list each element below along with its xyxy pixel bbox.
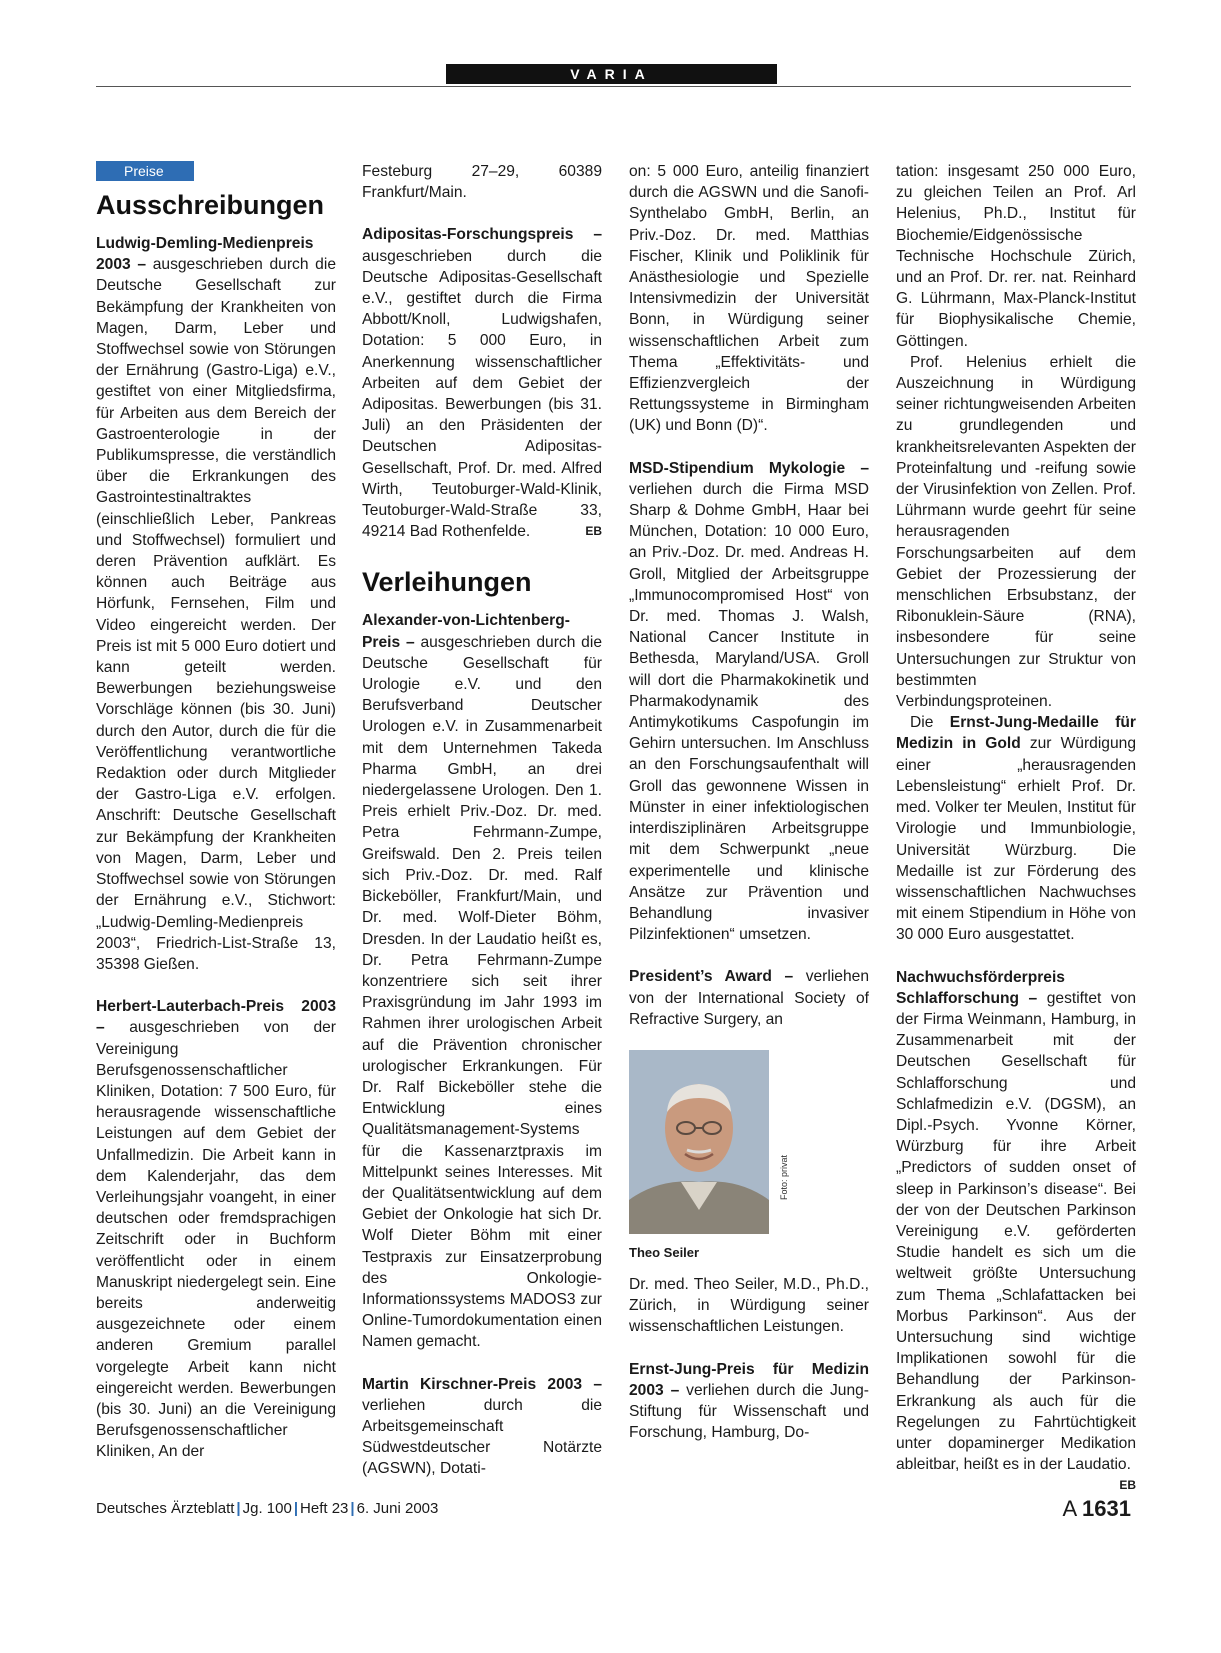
article-body: ausgeschrieben durch die Deutsche Gesellschaft zur Bekämpfung der Krankheiten von Magen, Darm, Leber und Stoffwechsel sowie von Störungen der Ernährung (Gastro-Liga) e.V., gestiftet von einer Mitgliedsfirma, für Arbeiten aus dem Bereich der Gastroenterologie in der Publikumspresse, die verständlich über die Erkrankungen des Gastrointestinaltraktes (einschließlich Leber, Pankreas und Stoffwechsel) formuliert und deren Prävention aufklärt. Es können auch Beiträge aus Hörfunk, Fernsehen, Film und Video eingereicht werden. Der Preis ist mit 5 000 Euro dotiert und kann geteilt werden. Bewerbungen beziehungsweise Vorschläge können (bis 30. Juni) durch den Autor, durch die für die Veröffentlichung verantwortliche Redaktion oder durch Mitglieder der Gastro-Liga e.V. erfolgen. Anschrift: Deutsche Gesellschaft zur Bekämpfung der Krankheiten von Magen, Darm, Leber und Stoffwechsel sowie von Störungen der Ernährung e.V., Stichwort: „Ludwig-Demling-Medienpreis 2003“, Friedrich-List-Straße 13, 35398 Gießen. [96, 256, 336, 973]
article-title: MSD-Stipendium Mykologie – [629, 459, 869, 477]
header-rule [96, 64, 1131, 87]
article-body: verliehen durch die Firma MSD Sharp & Dohme GmbH, Haar bei München, Dotation: 10 000 Euro, an Priv.-Doz. Dr. med. Andreas H. Groll, Mitglied der Arbeitsgruppe „Immunocompromised Host“ von Dr. med. Thomas J. Walsh, National Cancer Institute in Bethesda, Maryland/USA. Groll will dort die Pharmakokinetik und Pharmakodynamik des Antimykotikums Caspofungin im Gehirn untersuchen. Im Anschluss an den Forschungsaufenthalt will Groll das gewonnene Wissen in Münster in einer infektiologischen interdisziplinären Arbeitsgruppe mit dem Schwerpunkt „neue experimentelle und klinische Ansätze zur Prävention und Behandlung invasiver Pilzinfektionen“ umsetzen. [629, 480, 869, 944]
article-ernst-jung-preis [629, 1359, 869, 1444]
portrait-figure [629, 1050, 869, 1268]
article-lauterbach [96, 996, 336, 1462]
portrait-illustration [629, 1050, 769, 1234]
separator: | [236, 1500, 241, 1517]
article-body: verliehen durch die Jung-Stiftung für Wissenschaft und Forschung, Hamburg, Do- [629, 1381, 870, 1442]
column-2 [362, 161, 602, 1480]
article-body: gestiftet von der Firma Weinmann, Hamburg, in Zusammenarbeit mit der Deutschen Gesellschaft für Schlafforschung und Schlafmedizin e.V. (DGSM), an Dipl.-Psych. Yvonne Körner, Würzburg für ihre Arbeit „Predictors of sudden onset of sleep in Parkinson’s disease“. Bei der von der Deutschen Parkinson Vereinigung e.V. geförderten Studie handelt es sich um die weltweit größte Untersuchung zum Thema „Schlafattacken bei Morbus Parkinson“. Aus der Untersuchung sind wichtige Implikationen sowohl für die Behandlung der Parkinson-Erkrankung als auch für die Regelungen zu Fahrtüchtigkeit unter dopaminerger Medikation ableitbar, heißt es in der Laudatio. [896, 989, 1136, 1474]
journal-issue: Heft 23 [300, 1500, 349, 1517]
article-title: President’s Award – [629, 968, 794, 986]
column-1 [96, 161, 336, 1463]
column-3 [629, 161, 869, 1443]
article-schlafforschung [896, 967, 1136, 1493]
author-signature: EB [1119, 1478, 1136, 1493]
separator: | [293, 1500, 299, 1517]
article-continuation: tation: insgesamt 250 000 Euro, zu gleichen Teilen an Prof. Arl Helenius, Ph.D., Institut für Biochemie/Eidgenössische Technische Hochschule Zürich, und an Prof. Dr. rer. nat. Reinhard G. Lührmann, Max-Planck-Institut für Biophysikalische Chemie, Göttingen. [896, 163, 1136, 350]
article-title: Ernst-Jung-Medaille für Medizin in Gold [896, 714, 1136, 753]
article-lichtenberg [362, 610, 602, 1352]
section-label: VARIA [446, 64, 777, 84]
photo-caption: Theo Seiler [629, 1244, 700, 1260]
article-title: Alexander-von-Lichtenberg-Preis – [362, 612, 570, 651]
journal-name: Deutsches Ärzteblatt [96, 1500, 235, 1517]
article-lead: Die [910, 714, 950, 732]
article-title: Martin Kirschner-Preis 2003 – [362, 1375, 602, 1393]
page-number [1062, 1496, 1131, 1522]
article-demling [96, 233, 336, 975]
article-title: Ludwig-Demling-Medienpreis 2003 – [96, 235, 314, 274]
article-body: zur Würdigung einer „herausragenden Lebensleistung“ erhielt Prof. Dr. med. Volker ter Meulen, Institut für Virologie und Immunbiologie, Universität Würzburg. Die Medaille ist zur Förderung des wissenschaftlichen Nachwuchses mit einem Stipendium in Höhe von 30 000 Euro ausgestattet. [896, 735, 1136, 944]
article-body: verliehen von der International Society of Refractive Surgery, an [629, 968, 869, 1028]
headline-verleihungen: Verleihungen [362, 567, 532, 598]
page-footer [96, 1496, 1131, 1524]
article-title: Ernst-Jung-Preis für Medizin 2003 – [629, 1360, 869, 1399]
article-body: ausgeschrieben von der Vereinigung Berufsgenossenschaftlicher Kliniken, Dotation: 7 500 Euro, für herausragende wissenschaftliche Leistungen auf dem Gebiet der Unfallmedizin. Die Arbeit kann in dem Kalenderjahr, das dem Verleihungsjahr voangeht, in einer deutschen oder fremdsprachigen Zeitschrift oder in Buchform veröffentlicht oder in einem Manuskript niedergelegt sein. Eine bereits anderweitig ausgezeichnete oder einem anderen Gremium parallel vorgelegte Arbeit kann nicht eingereicht werden. Bewerbungen (bis 30. Juni) an die Vereinigung Berufsgenossenschaftlicher Kliniken, An der [96, 1019, 336, 1461]
column-4 [896, 161, 1136, 1497]
article-kirschner [362, 1374, 602, 1480]
article-body: verliehen durch die Arbeitsgemeinschaft Südwestdeutscher Notärzte (AGSWN), Dotati- [362, 1396, 602, 1478]
article-continuation: Festeburg 27–29, 60389 Frankfurt/Main. [362, 163, 602, 202]
article-title: Adipositas-Forschungspreis – [362, 226, 602, 244]
article-seiler: Dr. med. Theo Seiler, M.D., Ph.D., Zürich, in Würdigung seiner wissenschaftlichen Leistungen. [629, 1275, 869, 1336]
separator: | [350, 1500, 355, 1517]
headline-ausschreibungen: Ausschreibungen [96, 190, 325, 220]
article-paragraph: Prof. Helenius erhielt die Auszeichnung in Würdigung seiner richtungweisenden Arbeiten zu grundlegenden und krankheitsrelevanten Aspekten der Proteinfaltung und -reifung sowie der Virusinfektion von Zellen. Prof. Lührmann wurde geehrt für seine herausragenden Forschungsarbeiten auf dem Gebiet der Prozessierung der menschlichen Erbsubstanz, der Ribonuklein-Säure (RNA), insbesondere für seine Untersuchungen zur Struktur von bestimmten Verbindungsproteinen. [896, 353, 1136, 711]
article-jung-medaille [896, 712, 1136, 945]
article-title: Nachwuchsförderpreis Schlafforschung – [896, 968, 1065, 1007]
photo-credit: Foto: privat [779, 1154, 789, 1200]
article-presidents-award [629, 966, 869, 1030]
author-signature: EB [585, 524, 602, 539]
portrait-photo [629, 1050, 769, 1234]
page-number-value: 1631 [1082, 1496, 1131, 1521]
article-title: Herbert-Lauterbach-Preis 2003 – [96, 998, 336, 1037]
page-prefix: A [1062, 1496, 1076, 1521]
article-adipositas [362, 224, 602, 542]
category-tag: Preise [96, 161, 194, 181]
journal-volume: Jg. 100 [242, 1500, 292, 1517]
article-body: ausgeschrieben durch die Deutsche Gesellschaft für Urologie e.V. und den Berufsverband Deutscher Urologen e.V. in Zusammenarbeit mit dem Unternehmen Takeda Pharma GmbH, an drei niedergelassene Urologen. Den 1. Preis erhielt Priv.-Doz. Dr. med. Petra Fehrmann-Zumpe, Greifswald. Den 2. Preis teilen sich Priv.-Doz. Dr. med. Ralf Bickeböller, Frankfurt/Main, und Dr. med. Wolf-Dieter Böhm, Dresden. In der Laudatio heißt es, Dr. Petra Fehrmann-Zumpe konzentriere sich seit ihrer Praxisgründung im Jahr 1993 im Rahmen ihrer urologischen Arbeit auf die Prävention chronischer urologischer Erkrankungen. Für Dr. Ralf Bickeböller stehe die Entwicklung eines Qualitätsmanagement-Systems für die Kassenarztpraxis im Mittelpunkt seines Interesses. Mit der Qualitätsentwicklung auf dem Gebiet der Onkologie hat sich Dr. Wolf Dieter Böhm mit einer Testpraxis zur Einsatzerprobung des Onkologie-Informationssystems MADOS3 zur Online-Tumordokumentation einen Namen gemacht. [362, 633, 602, 1351]
journal-date: 6. Juni 2003 [356, 1500, 439, 1517]
article-msd [629, 458, 869, 946]
article-continuation: on: 5 000 Euro, anteilig finanziert durch die AGSWN und die Sanofi-Synthelabo GmbH, Berlin, an Priv.-Doz. Dr. med. Matthias Fischer, Klinik und Poliklinik für Anästhesiologie und Spezielle Intensivmedizin der Universität Bonn, in Würdigung seiner wissenschaftlichen Arbeit zum Thema „Effektivitäts- und Effizienzvergleich der Rettungssysteme in Birmingham (UK) und Bonn (D)“. [629, 163, 869, 435]
article-body: ausgeschrieben durch die Deutsche Adipositas-Gesellschaft e.V., gestiftet durch die Firma Abbott/Knoll, Ludwigshafen, Dotation: 5 000 Euro, in Anerkennung wissenschaftlicher Arbeiten auf dem Gebiet der Adipositas. Bewerbungen (bis 31. Juli) an den Präsidenten der Deutschen Adipositas-Gesellschaft, Prof. Dr. med. Alfred Wirth, Teutoburger-Wald-Klinik, Teutoburger-Wald-Straße 33, 49214 Bad Rothenfelde. [362, 247, 602, 541]
